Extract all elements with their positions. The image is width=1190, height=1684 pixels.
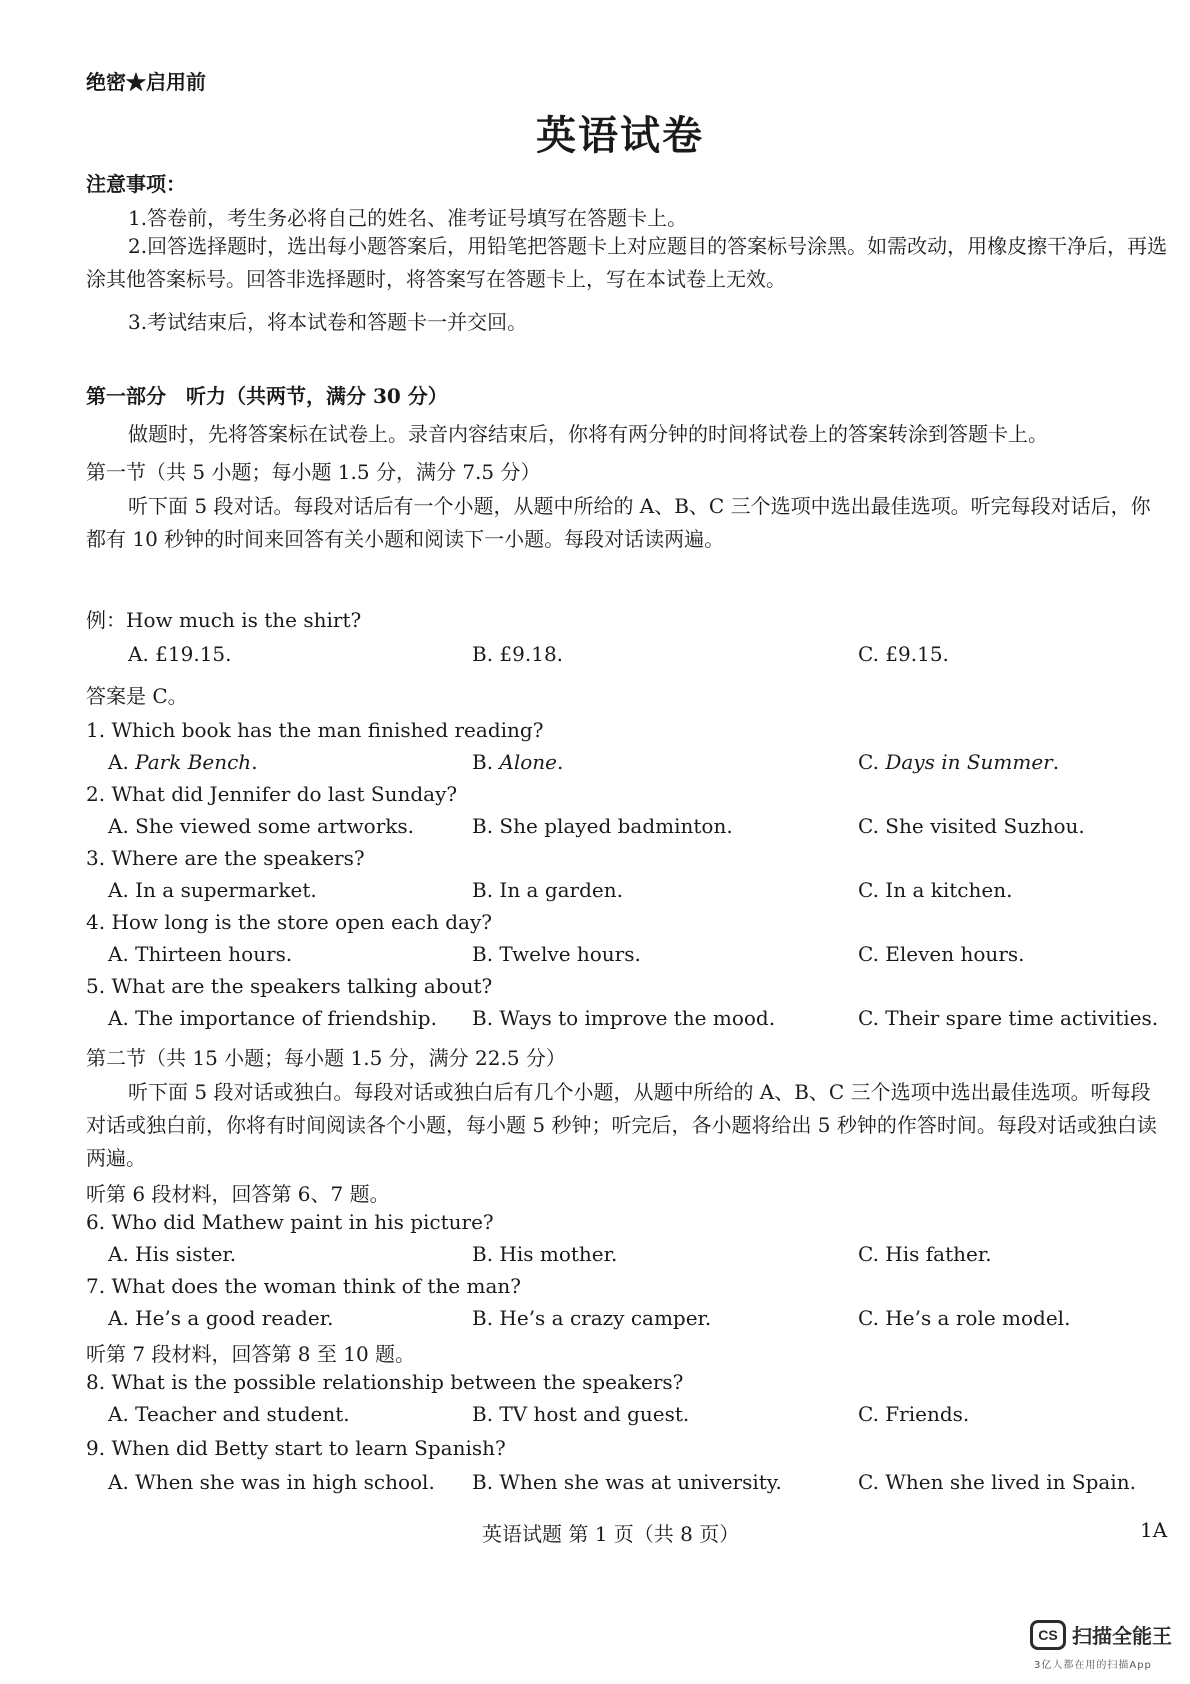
q4-option-b: B. Twelve hours.	[472, 942, 641, 966]
q8-option-c: C. Friends.	[858, 1402, 970, 1426]
material-6-note: 听第 6 段材料，回答第 6、7 题。	[86, 1182, 390, 1206]
example-option-a: A. £19.15.	[128, 642, 232, 666]
camscanner-name: 扫描全能王	[1072, 1624, 1172, 1648]
camscanner-tagline: 3亿人都在用的扫描App	[1034, 1660, 1152, 1671]
page-code: 1A	[1140, 1518, 1168, 1542]
notice-heading: 注意事项：	[86, 172, 186, 196]
notice-item-1: 1.答卷前，考生务必将自己的姓名、准考证号填写在答题卡上。	[128, 206, 688, 230]
q1-option-a: A. Park Bench.	[108, 750, 258, 774]
q2-option-c: C. She visited Suzhou.	[858, 814, 1085, 838]
question-5: 5. What are the speakers talking about?	[86, 974, 493, 998]
q6-option-b: B. His mother.	[472, 1242, 618, 1266]
page-title: 英语试卷	[536, 112, 704, 159]
question-2: 2. What did Jennifer do last Sunday?	[86, 782, 458, 806]
q3-option-b: B. In a garden.	[472, 878, 623, 902]
question-4: 4. How long is the store open each day?	[86, 910, 492, 934]
q1-option-b: B. Alone.	[472, 750, 564, 774]
question-1: 1. Which book has the man finished reading?	[86, 718, 544, 742]
example-answer: 答案是 C。	[86, 684, 188, 708]
example-option-c: C. £9.15.	[858, 642, 949, 666]
q2-option-a: A. She viewed some artworks.	[108, 814, 415, 838]
q8-option-b: B. TV host and guest.	[472, 1402, 690, 1426]
section1-intro: 听下面 5 段对话。每段对话后有一个小题，从题中所给的 A、B、C 三个选项中选出最佳选项。听完每段对话后，你都有 10 秒钟的时间来回答有关小题和阅读下一小题。每段对话读两遍。	[86, 494, 1151, 551]
material-7-note: 听第 7 段材料，回答第 8 至 10 题。	[86, 1342, 416, 1366]
q5-option-b: B. Ways to improve the mood.	[472, 1006, 776, 1030]
q6-option-c: C. His father.	[858, 1242, 992, 1266]
notice-item-2: 2.回答选择题时，选出每小题答案后，用铅笔把答题卡上对应题目的答案标号涂黑。如需改动，用橡皮擦干净后，再选涂其他答案标号。回答非选择题时，将答案写在答题卡上，写在本试卷上无效。	[86, 234, 1168, 291]
q6-option-a: A. His sister.	[108, 1242, 237, 1266]
section1-heading: 第一节（共 5 小题；每小题 1.5 分，满分 7.5 分）	[86, 460, 541, 484]
example-option-b: B. £9.18.	[472, 642, 564, 666]
q3-option-a: A. In a supermarket.	[108, 878, 317, 902]
q5-option-c: C. Their spare time activities.	[858, 1006, 1159, 1030]
section2-intro: 听下面 5 段对话或独白。每段对话或独白后有几个小题，从题中所给的 A、B、C 三个选项中选出最佳选项。听每段对话或独白前，你将有时间阅读各个小题，每小题 5 秒钟；听完后，各小题将给出 5 秒钟的作答时间。每段对话或独白读两遍。	[86, 1080, 1157, 1170]
q2-option-b: B. She played badminton.	[472, 814, 733, 838]
part1-heading: 第一部分 听力（共两节，满分 30 分）	[86, 384, 448, 408]
q4-option-a: A. Thirteen hours.	[108, 942, 293, 966]
q9-option-c: C. When she lived in Spain.	[858, 1470, 1136, 1494]
camscanner-logo-icon: CS	[1030, 1620, 1066, 1650]
q9-option-b: B. When she was at university.	[472, 1470, 782, 1494]
question-3: 3. Where are the speakers?	[86, 846, 365, 870]
question-8: 8. What is the possible relationship between the speakers?	[86, 1370, 684, 1394]
q5-option-a: A. The importance of friendship.	[108, 1006, 437, 1030]
notice-item-3: 3.考试结束后，将本试卷和答题卡一并交回。	[128, 310, 528, 334]
example-question: 例：How much is the shirt?	[86, 608, 362, 632]
q7-option-b: B. He’s a crazy camper.	[472, 1306, 712, 1330]
question-9: 9. When did Betty start to learn Spanish?	[86, 1436, 506, 1460]
q3-option-c: C. In a kitchen.	[858, 878, 1013, 902]
question-6: 6. Who did Mathew paint in his picture?	[86, 1210, 494, 1234]
q4-option-c: C. Eleven hours.	[858, 942, 1025, 966]
section2-heading: 第二节（共 15 小题；每小题 1.5 分，满分 22.5 分）	[86, 1046, 566, 1070]
q8-option-a: A. Teacher and student.	[108, 1402, 350, 1426]
q7-option-a: A. He’s a good reader.	[108, 1306, 334, 1330]
secret-label: 绝密★启用前	[86, 70, 206, 94]
q9-option-a: A. When she was in high school.	[108, 1470, 435, 1494]
question-7: 7. What does the woman think of the man?	[86, 1274, 521, 1298]
part1-intro: 做题时，先将答案标在试卷上。录音内容结束后，你将有两分钟的时间将试卷上的答案转涂到答题卡上。	[128, 422, 1048, 446]
page-footer: 英语试题 第 1 页（共 8 页）	[482, 1522, 740, 1546]
q7-option-c: C. He’s a role model.	[858, 1306, 1071, 1330]
q1-option-c: C. Days in Summer.	[858, 750, 1060, 774]
